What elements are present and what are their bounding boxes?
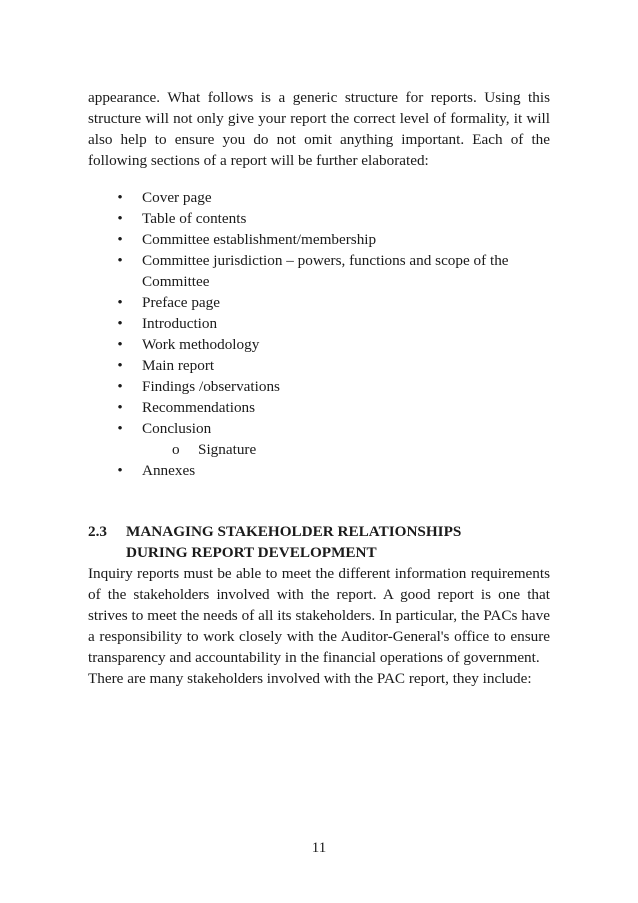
stakeholders-paragraph: Inquiry reports must be able to meet the different information requirements of the stakeholders involved with the report. A good report is one that strives to meet the needs of all its stakeholders. In particular, the PACs have a responsibility to work closely with the Auditor-General's office to ensure transparency and accountability in the financial operations of government. (88, 565, 550, 666)
section-heading-line1: MANAGING STAKEHOLDER RELATIONSHIPS (126, 523, 462, 540)
bullet-icon: • (117, 399, 123, 416)
list-item (88, 418, 550, 460)
bullet-icon: • (117, 231, 123, 248)
list-item (88, 187, 550, 208)
list-item-label: Recommendations (142, 399, 256, 416)
page-content (88, 87, 550, 689)
list-item-label: Cover page (142, 189, 212, 206)
list-item (88, 334, 550, 355)
list-item (88, 355, 550, 376)
list-item (88, 229, 550, 250)
list-item-label: Work methodology (142, 336, 260, 353)
list-item-label: Committee establishment/membership (142, 231, 377, 248)
bullet-icon: • (117, 420, 123, 437)
list-item (88, 376, 550, 397)
list-item-label: Committee jurisdiction – powers, functions and scope of the Committee (142, 252, 509, 290)
section-number: 2.3 (88, 523, 107, 540)
sub-list-item-label: Signature (198, 441, 257, 458)
list-item-label: Conclusion (142, 420, 212, 437)
list-item-label: Table of contents (142, 210, 247, 227)
report-sections-list (88, 187, 550, 481)
list-item (88, 313, 550, 334)
bullet-icon: • (117, 189, 123, 206)
bullet-icon: • (117, 294, 123, 311)
list-item (88, 250, 550, 292)
list-item (88, 292, 550, 313)
bullet-icon: • (117, 336, 123, 353)
conclusion-sub-list (142, 439, 550, 460)
bullet-icon: • (117, 378, 123, 395)
list-item (88, 460, 550, 481)
circle-bullet-icon: o (172, 441, 180, 458)
list-item-label: Findings /observations (142, 378, 280, 395)
list-item-label: Annexes (142, 462, 196, 479)
section-heading (88, 521, 550, 563)
sub-list-item (142, 439, 550, 460)
list-item-label: Introduction (142, 315, 218, 332)
list-item (88, 397, 550, 418)
stakeholders-intro-paragraph: There are many stakeholders involved with the PAC report, they include: (88, 670, 532, 687)
page-number: 11 (311, 840, 327, 856)
list-item (88, 208, 550, 229)
bullet-icon: • (117, 357, 123, 374)
bullet-icon: • (117, 210, 123, 227)
bullet-icon: • (117, 462, 123, 479)
bullet-icon: • (117, 252, 123, 269)
bullet-icon: • (117, 315, 123, 332)
intro-paragraph: appearance. What follows is a generic structure for reports. Using this structure will not only give your report the correct level of formality, it will also help to ensure you do not omit anything important. Each of the following sections of a report will be further elaborated: (88, 89, 550, 169)
list-item-label: Main report (142, 357, 215, 374)
section-heading-line2: DURING REPORT DEVELOPMENT (126, 544, 377, 561)
list-item-label: Preface page (142, 294, 220, 311)
